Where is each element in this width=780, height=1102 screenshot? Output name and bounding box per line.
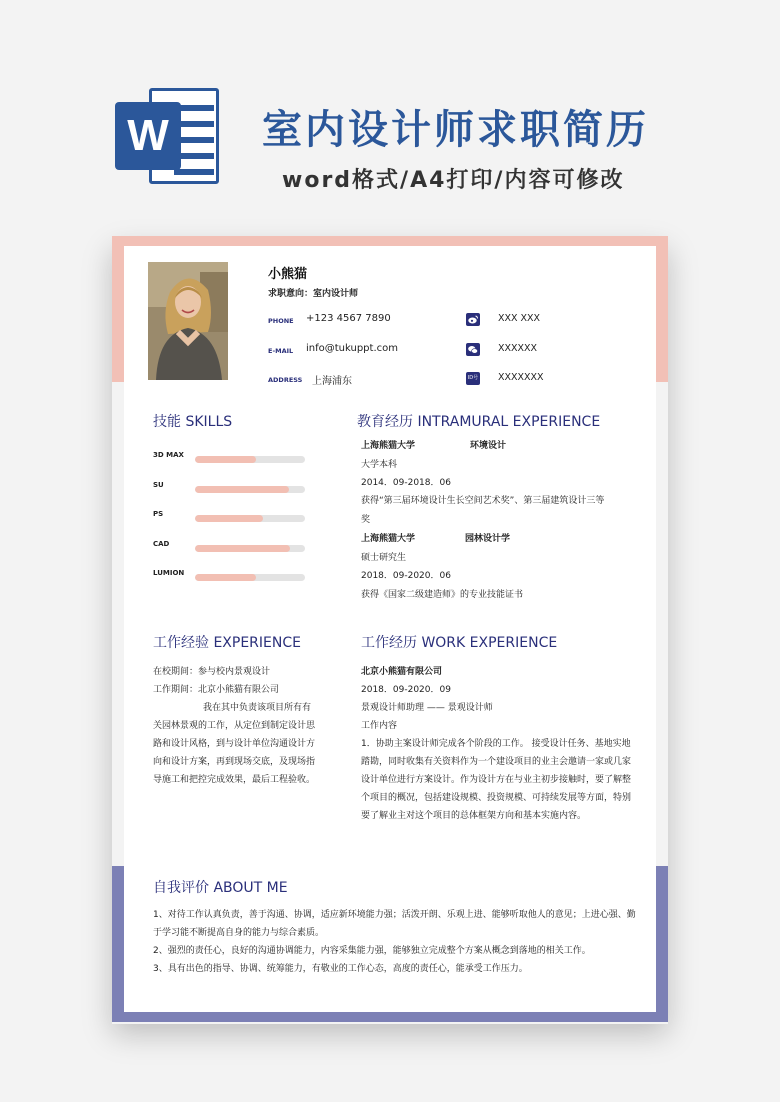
wechat-value: XXXXXX: [498, 343, 538, 354]
address-value: 上海浦东: [312, 376, 352, 387]
skill-name: PS: [153, 510, 164, 518]
edu2-degree: 硕士研究生: [361, 553, 407, 563]
work-company: 北京小熊猫有限公司: [361, 667, 443, 677]
edu1-period: 2014．09-2018．06: [361, 478, 451, 488]
work-position: 景观设计师助理 —— 景观设计师: [361, 703, 493, 713]
about-title: 自我评价 ABOUT ME: [153, 880, 288, 896]
experience-school-period: 在校期间：参与校内景观设计: [153, 667, 271, 677]
edu2-major: 园林设计学: [465, 534, 511, 544]
page-subtitle: word格式/A4打印/内容可修改: [282, 168, 625, 193]
skill-bar-fill: [195, 456, 256, 463]
education-title: 教育经历 INTRAMURAL EXPERIENCE: [357, 414, 601, 430]
work-title: 工作经历 WORK EXPERIENCE: [361, 635, 558, 651]
profile-photo: [148, 262, 228, 380]
experience-title: 工作经验 EXPERIENCE: [153, 635, 301, 651]
edu1-award-line1: 获得“第三届环境设计生长空间艺术奖”、第三届建筑设计三等: [361, 496, 605, 506]
skill-bar-track: [195, 545, 305, 552]
edu1-school: 上海熊猫大学: [361, 441, 416, 451]
edu2-school: 上海熊猫大学: [361, 534, 416, 544]
about-item-3: 3、具有出色的指导、协调、统筹能力，有敬业的工作心态，高度的责任心，能承受工作压力。: [153, 964, 528, 974]
skill-bar-fill: [195, 486, 289, 493]
skill-bar-fill: [195, 515, 263, 522]
phone-value: +123 4567 7890: [306, 313, 391, 324]
weibo-icon: [466, 313, 480, 326]
edu1-degree: 大学本科: [361, 460, 398, 470]
work-description: 1．协助主案设计师完成各个阶段的工作。 接受设计任务、基地实地踏勘，同时收集有关资料作为一个建设项目的业主会邀请一家或几家设计单位进行方案设计。作为设计方在与业主初步接触时，要了解整个项目的概况，包括建设规模、投资规模、可持续发展等方面，特别要了解业主对这个项目的总体框架方向和基本实施内容。: [361, 739, 632, 821]
id-value: XXXXXXX: [498, 372, 544, 383]
word-logo-letter: W: [115, 102, 181, 170]
skill-bar-track: [195, 486, 305, 493]
experience-description: 我在其中负责该项目所有有关园林景观的工作，从定位到制定设计思路和设计风格，到与设计单位沟通设计方向和设计方案，再到现场交底，及现场指导施工和把控完成效果，最后工程验收。: [153, 703, 316, 785]
email-label: E-MAIL: [268, 347, 294, 355]
skill-name: SU: [153, 480, 164, 489]
skill-name: LUMION: [153, 569, 185, 577]
email-value: info@tukuppt.com: [306, 343, 398, 354]
edu2-period: 2018．09-2020．06: [361, 571, 451, 581]
edu2-award: 获得《国家二级建造师》的专业技能证书: [361, 590, 524, 600]
phone-label: PHONE: [268, 317, 294, 325]
candidate-name: 小熊猫: [268, 267, 308, 282]
id-badge-icon: ID号: [466, 372, 480, 385]
skill-bar-track: [195, 574, 305, 581]
edu1-award-line2: 奖: [361, 515, 371, 525]
skill-bar-track: [195, 515, 305, 522]
work-period: 2018．09-2020．09: [361, 685, 451, 695]
about-item-2: 2、强烈的责任心，良好的沟通协调能力，内容采集能力强，能够独立完成整个方案从概念到落地的相关工作。: [153, 946, 591, 956]
address-label: ADDRESS: [268, 376, 303, 384]
about-item-1: 1、对待工作认真负责，善于沟通、协调，适应新环境能力强；活泼开朗、乐观上进、能够听取他人的意见；上进心强、勤于学习能不断提高自身的能力与综合素质。: [153, 910, 636, 938]
skill-name: CAD: [153, 539, 170, 548]
work-content-label: 工作内容: [361, 721, 398, 731]
word-logo-icon: [115, 82, 223, 190]
page-title: 室内设计师求职简历: [262, 107, 649, 153]
experience-work-period: 工作期间：北京小熊猫有限公司: [153, 685, 280, 695]
wechat-icon: [466, 343, 480, 356]
skill-name: 3D MAX: [153, 451, 184, 459]
skill-bar-fill: [195, 574, 256, 581]
skill-bar-track: [195, 456, 305, 463]
skills-title: 技能 SKILLS: [153, 414, 233, 430]
weibo-value: XXX XXX: [498, 313, 541, 324]
skill-bar-fill: [195, 545, 290, 552]
job-intent: 求职意向：室内设计师: [268, 289, 359, 299]
edu1-major: 环境设计: [470, 441, 507, 451]
